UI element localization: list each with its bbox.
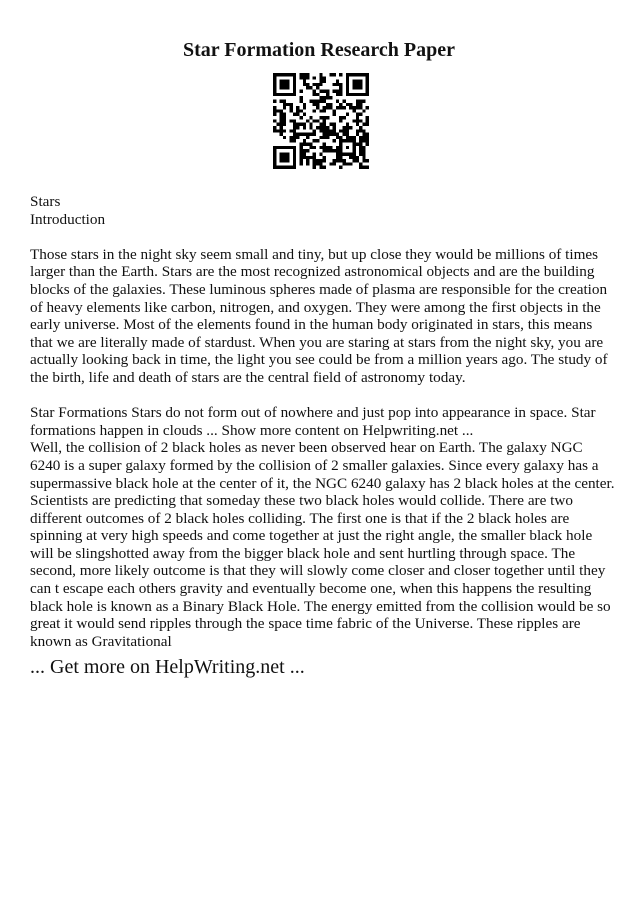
- paragraph-black-holes: Well, the collision of 2 black holes as never been observed hear on Earth. The galaxy NGC 6240 is a super galaxy formed by the collision of 2 smaller galaxies. Since every galaxy has a supermassive black hole at the center of it, the NGC 6240 galaxy has 2 black holes at the center. Scientists are predicting that someday these two black holes would collide. There are two different outcomes of 2 black holes colliding. The first one is that if the 2 black holes are spinning at very high speeds and come together at just the right angle, the smaller black hole will be slingshotted away from the bigger black hole and sent hurtling through space. The second, more likely outcome is that they will slowly come closer and closer together until they can t escape each others gravity and eventually become one, when this happens the resulting black hole is known as a Binary Black Hole. The energy emitted from the collision would be so great it would send ripples through the space time fabric of the Universe. These ripples are known as Gravitational: [30, 439, 615, 650]
- qr-code-icon[interactable]: [273, 73, 369, 169]
- document-title: Star Formation Research Paper: [183, 39, 455, 61]
- paragraph-intro: Those stars in the night sky seem small and tiny, but up close they would be millions of times larger than the Earth. Stars are the most recognized astronomical objects and are the building blocks of the galaxies. These luminous spheres made of plasma are responsible for the creation of heavy elements like carbon, nitrogen, and oxygen. They were among the first objects in the early universe. Most of the elements found in the human body originated in stars, this means that we are literally made of stardust. When you are staring at stars from the night sky, you are actually looking back in time, the light you see could be from a million years ago. The study of the birth, life and death of stars are the central field of astronomy today.: [30, 245, 608, 386]
- document-body: [30, 193, 616, 650]
- paragraph-star-formations: Star Formations Stars do not form out of nowhere and just pop into appearance in space. Star formations happen in clouds ... Show more content on Helpwriting.net ...: [30, 404, 596, 439]
- section-heading-introduction: Introduction: [30, 210, 106, 228]
- get-more-link[interactable]: ... Get more on HelpWriting.net ...: [30, 656, 305, 678]
- section-heading-stars: Stars: [30, 193, 61, 210]
